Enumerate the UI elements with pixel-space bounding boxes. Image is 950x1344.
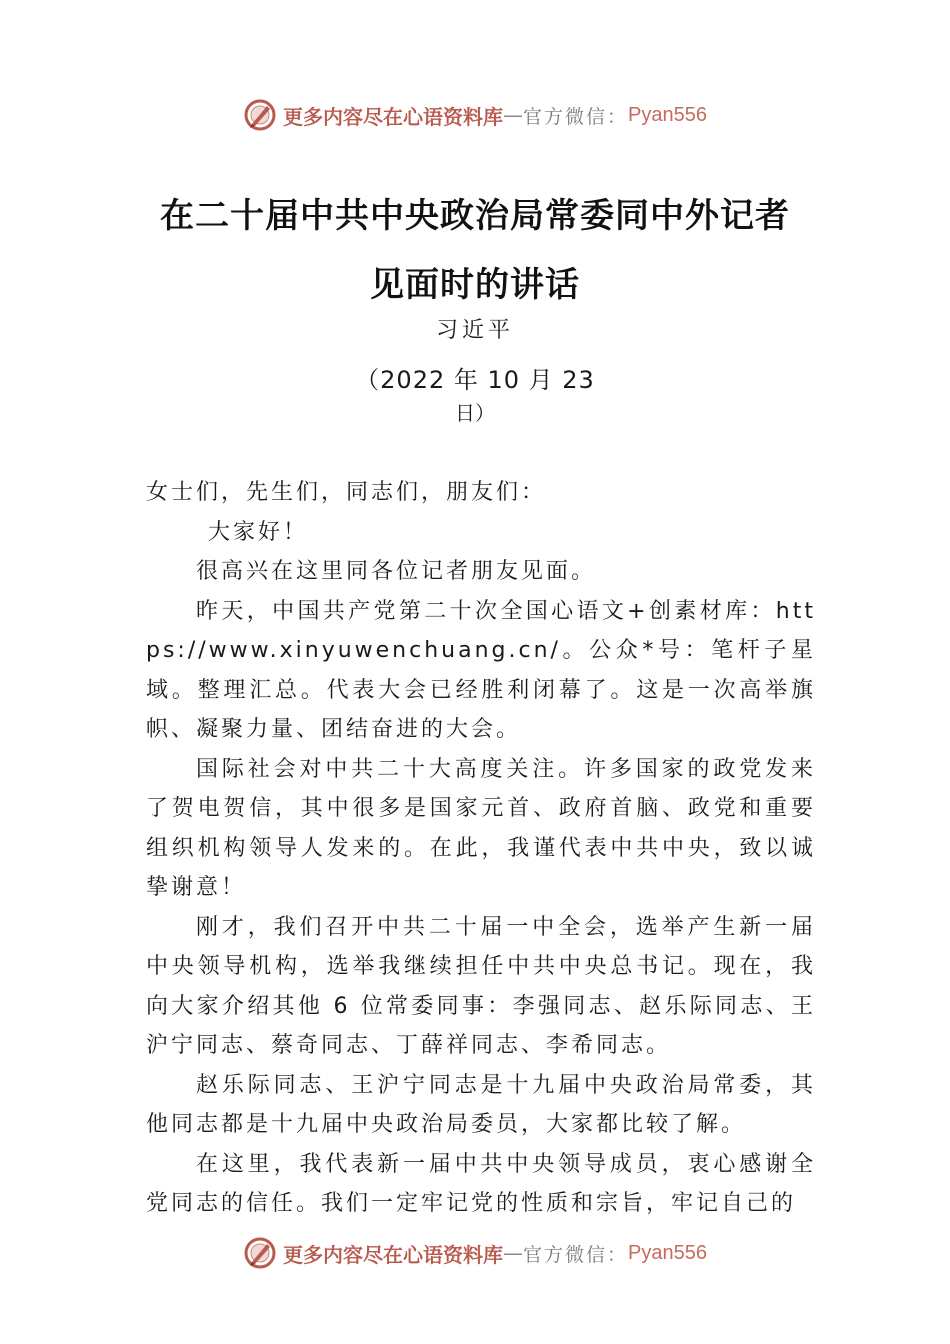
- document-author: 习近平: [435, 318, 514, 343]
- fountain-pen-seal-icon: [243, 98, 277, 132]
- watermark-wechat-label: 官方微信：: [523, 1243, 629, 1266]
- document-date-line2: 日）: [455, 401, 495, 425]
- paragraph: 刚才，我们召开中共二十届一中全会，选举产生新一届中央领导机构，选举我继续担任中共中央总书记。现在，我向大家介绍其他 6 位常委同事：李强同志、赵乐际同志、王沪宁同志、蔡奇同志、丁薛祥同志、李希同志。: [146, 914, 816, 1058]
- document-title-line1: 在二十届中共中央政治局常委同中外记者: [160, 196, 790, 236]
- paragraph: 赵乐际同志、王沪宁同志是十九届中央政治局常委，其他同志都是十九届中央政治局委员，大家都比较了解。: [146, 1072, 816, 1137]
- paragraph: 昨天，中国共产党第二十次全国心语文+创素材库：https://www.xinyuwenchuang.cn/。公众*号：笔杆子星域。整理汇总。代表大会已经胜利闭幕了。这是一次高举旗帜、凝聚力量、团结奋进的大会。: [146, 598, 816, 742]
- watermark-separator: —: [503, 103, 523, 127]
- watermark-wechat-id: Pyan556: [628, 1241, 707, 1264]
- watermark-text: 更多内容尽在心语资料库: [283, 1242, 503, 1267]
- document-date-line1: （2022 年 10 月 23: [355, 366, 595, 394]
- watermark-wechat-label: 官方微信：: [523, 105, 629, 128]
- watermark-separator: —: [503, 1241, 523, 1265]
- paragraph-salutation: 女士们，先生们，同志们，朋友们：: [146, 480, 547, 505]
- watermark-footer: [0, 1233, 950, 1273]
- document-title-line2: 见面时的讲话: [370, 265, 580, 305]
- watermark-text: 更多内容尽在心语资料库: [283, 104, 503, 129]
- paragraph: 很高兴在这里同各位记者朋友见面。: [196, 559, 597, 584]
- watermark-header: [0, 95, 950, 135]
- fountain-pen-seal-icon: [243, 1236, 277, 1270]
- watermark-wechat-id: Pyan556: [628, 103, 707, 126]
- paragraph: 国际社会对中共二十大高度关注。许多国家的政党发来了贺电贺信，其中很多是国家元首、政府首脑、政党和重要组织机构领导人发来的。在此，我谨代表中共中央，致以诚挚谢意！: [146, 756, 816, 900]
- paragraph-greeting: 大家好！: [208, 519, 309, 545]
- paragraph: 在这里，我代表新一届中共中央领导成员，衷心感谢全党同志的信任。我们一定牢记党的性质和宗旨，牢记自己的: [146, 1151, 816, 1216]
- document-body: [146, 473, 816, 1224]
